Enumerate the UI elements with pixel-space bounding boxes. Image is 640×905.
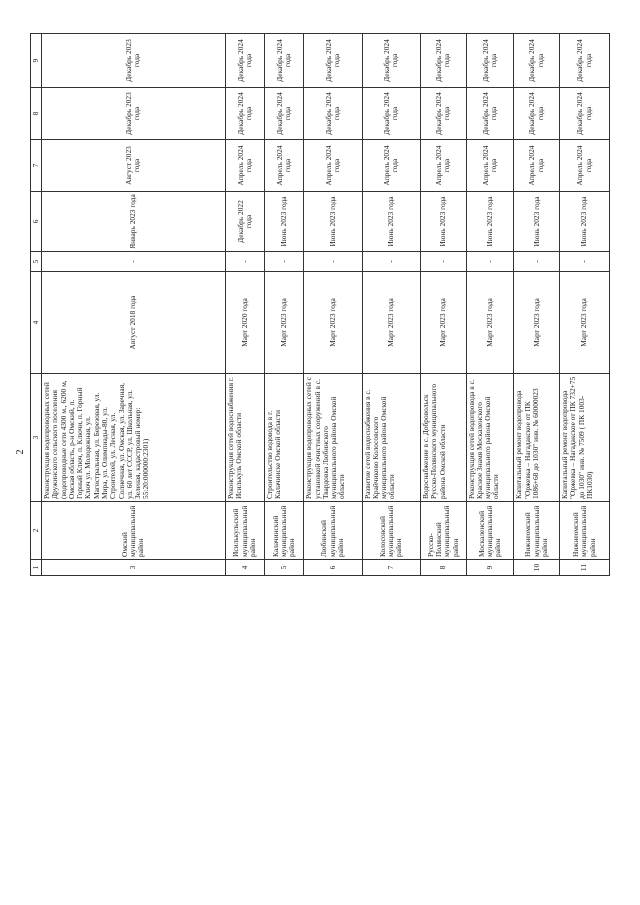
date-col-6: Январь 2023 года	[42, 192, 226, 252]
date-col-9: Декабрь 2023 года	[42, 34, 226, 88]
date-col-9: Декабрь 2024 года	[362, 34, 420, 88]
date-col-9: Декабрь 2024 года	[225, 34, 264, 88]
table-row	[466, 34, 514, 576]
table-row	[304, 34, 362, 576]
date-col-5: -	[304, 252, 362, 272]
date-col-8: Декабрь 2024 года	[264, 88, 303, 140]
header-col-9: 9	[31, 34, 42, 88]
table-row	[421, 34, 467, 576]
row-number: 9	[466, 560, 514, 576]
date-col-7: Апрель 2024 года	[362, 140, 420, 192]
district-cell: Нижнеомский муниципальный район	[560, 502, 610, 560]
date-col-9: Декабрь 2024 года	[560, 34, 610, 88]
date-col-4: Март 2023 года	[466, 272, 514, 374]
date-col-4: Март 2023 года	[264, 272, 303, 374]
date-col-6: Июнь 2023 года	[514, 192, 560, 252]
date-col-8: Декабрь 2024 года	[466, 88, 514, 140]
date-col-4: Август 2018 года	[42, 272, 226, 374]
header-col-6: 6	[31, 192, 42, 252]
page-number: 2	[15, 449, 26, 455]
date-col-7: Апрель 2024 года	[225, 140, 264, 192]
project-description: Развитие сетей водоснабжения в с. Крайчиково Колосовского муниципального района Омской области	[362, 374, 420, 502]
date-col-7: Август 2023 года	[42, 140, 226, 192]
table-row	[264, 34, 303, 576]
header-col-7: 7	[31, 140, 42, 192]
district-cell: Омский муниципальный район	[42, 502, 226, 560]
district-cell: Любинский муниципальный район	[304, 502, 362, 560]
project-description: Реконструкция водопроводных сетей с установкой очистных сооружений в с. Твардовка Любинского муниципального района Омской области	[304, 374, 362, 502]
project-description: Строительство водовода в г. Калачинске Омской области	[264, 374, 303, 502]
row-number: 7	[362, 560, 420, 576]
project-description: Реконструкция сетей водоснабжения г. Исилькуль Омской области	[225, 374, 264, 502]
district-cell: Колосовский муниципальный район	[362, 502, 420, 560]
table-row	[514, 34, 560, 576]
header-row	[31, 34, 42, 576]
date-col-4: Март 2023 года	[362, 272, 420, 374]
date-col-8: Декабрь 2024 года	[560, 88, 610, 140]
date-col-9: Декабрь 2024 года	[466, 34, 514, 88]
project-description: Реконструкция сетей водопровода в с. Красное Знамя Москаленского муниципального района Омской области	[466, 374, 514, 502]
date-col-7: Апрель 2024 года	[304, 140, 362, 192]
row-number: 4	[225, 560, 264, 576]
district-cell: Русско-Полянский муниципальный район	[421, 502, 467, 560]
table-row	[42, 34, 226, 576]
date-col-5: -	[421, 252, 467, 272]
date-col-8: Декабрь 2023 года	[42, 88, 226, 140]
date-col-8: Декабрь 2024 года	[421, 88, 467, 140]
date-col-7: Апрель 2024 года	[466, 140, 514, 192]
header-col-4: 4	[31, 272, 42, 374]
date-col-9: Декабрь 2024 года	[264, 34, 303, 88]
date-col-5: -	[264, 252, 303, 272]
date-col-8: Декабрь 2024 года	[225, 88, 264, 140]
row-number: 6	[304, 560, 362, 576]
date-col-8: Декабрь 2024 года	[362, 88, 420, 140]
date-col-5: -	[225, 252, 264, 272]
date-col-4: Март 2020 года	[225, 272, 264, 374]
date-col-4: Март 2023 года	[514, 272, 560, 374]
date-col-6: Июнь 2023 года	[421, 192, 467, 252]
date-col-6: Июнь 2023 года	[362, 192, 420, 252]
date-col-5: -	[362, 252, 420, 272]
date-col-5: -	[42, 252, 226, 272]
project-description: Капитальный ремонт водопровода "Оржевка – Нагадакское от ПК 1086+68 до 1030" инв. № 60000023	[514, 374, 560, 502]
date-col-4: Март 2023 года	[560, 272, 610, 374]
header-col-8: 8	[31, 88, 42, 140]
date-col-4: Март 2023 года	[421, 272, 467, 374]
date-col-7: Апрель 2024 года	[421, 140, 467, 192]
row-number: 8	[421, 560, 467, 576]
date-col-8: Декабрь 2024 года	[304, 88, 362, 140]
header-col-5: 5	[31, 252, 42, 272]
date-col-9: Декабрь 2024 года	[514, 34, 560, 88]
date-col-5: -	[514, 252, 560, 272]
date-col-6: Декабрь 2022 года	[225, 192, 264, 252]
date-col-6: Июнь 2023 года	[264, 192, 303, 252]
project-description: Капитальный ремонт водопровода "Оржевка – Нагадакское от ПК 732+75 до 1030" инв. № 7509 ( ПК 1003-ПК1030)	[560, 374, 610, 502]
table-row	[560, 34, 610, 576]
date-col-9: Декабрь 2024 года	[421, 34, 467, 88]
project-description: Водоснабжение в с. Добровольск Русско-Полянского муниципального района Омской области	[421, 374, 467, 502]
date-col-5: -	[560, 252, 610, 272]
date-col-6: Июнь 2023 года	[304, 192, 362, 252]
schedule-table	[30, 33, 610, 576]
row-number: 5	[264, 560, 303, 576]
district-cell: Калачинский муниципальный район	[264, 502, 303, 560]
date-col-6: Июнь 2023 года	[466, 192, 514, 252]
table-row	[225, 34, 264, 576]
row-number: 11	[560, 560, 610, 576]
date-col-7: Апрель 2024 года	[264, 140, 303, 192]
date-col-4: Март 2023 года	[304, 272, 362, 374]
row-number: 3	[42, 560, 226, 576]
row-number: 10	[514, 560, 560, 576]
date-col-8: Декабрь 2024 года	[514, 88, 560, 140]
project-description: Реконструкция водопроводных сетей Дружинского сельского поселения (водопроводные сети 4300 м., 6200 м, Омская область, р-н Омский, п. Горный Ключ, п. Ключи, п. Горный Ключ ул. Молодежная, ул. Магистральная, ул. Березовая, ул. Мира, ул. Олимпиады-80, ул. Строителей, ул. Лесная, ул. Солнечная, ул. Омская, ул. Заречная, ул. 60 лет СССР, ул. Школьная, ул. Зеленая, кадастровый номер: 55:20:000000:2301)	[42, 374, 226, 502]
table-row	[362, 34, 420, 576]
date-col-5: -	[466, 252, 514, 272]
date-col-7: Апрель 2024 года	[514, 140, 560, 192]
date-col-7: Апрель 2024 года	[560, 140, 610, 192]
district-cell: Исилькульский муниципальный район	[225, 502, 264, 560]
rotated-page-content	[30, 34, 610, 576]
district-cell: Нижнеомский муниципальный район	[514, 502, 560, 560]
header-col-2: 2	[31, 502, 42, 560]
district-cell: Москаленский муниципальный район	[466, 502, 514, 560]
header-col-3: 3	[31, 374, 42, 502]
date-col-9: Декабрь 2024 года	[304, 34, 362, 88]
header-col-1: 1	[31, 560, 42, 576]
date-col-6: Июнь 2023 года	[560, 192, 610, 252]
